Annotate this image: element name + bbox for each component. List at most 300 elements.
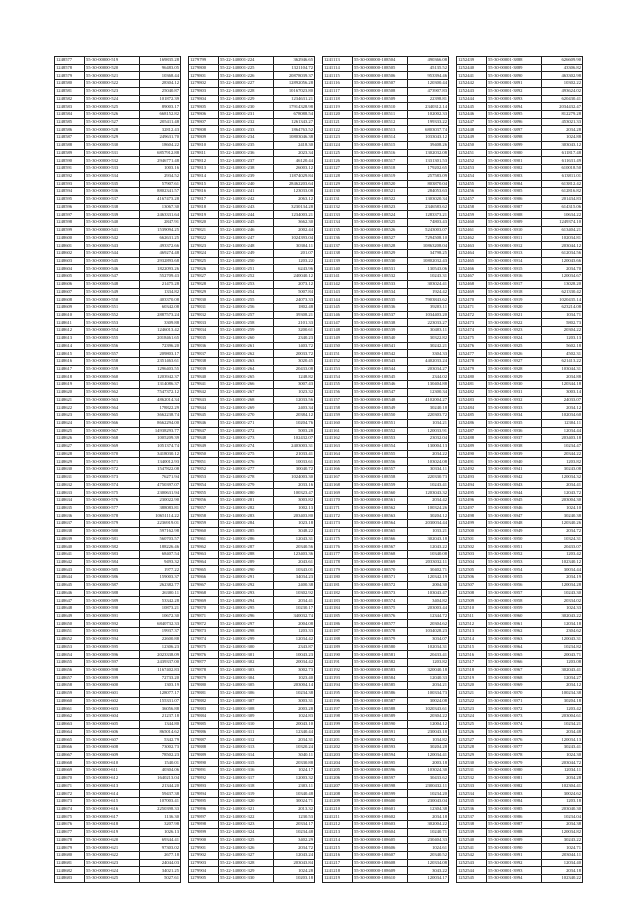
record-id: 1248581 <box>55 87 85 95</box>
record-id: 1279900 <box>189 836 219 844</box>
record-id: 1279821 <box>189 226 219 234</box>
table-row <box>323 489 449 497</box>
amount-value: 388083.81 <box>140 504 181 512</box>
amount-value: 1020435.14 <box>542 296 583 304</box>
account-code: 55-22-140001-262 <box>219 350 274 358</box>
amount-value: 203003.44 <box>408 605 449 613</box>
record-id: 1241219 <box>323 875 353 883</box>
account-code: 55-30-000000-108540 <box>353 334 408 342</box>
table-row <box>323 188 449 196</box>
account-code: 55-22-140001-314 <box>219 751 274 759</box>
account-code: 55-22-140001-291 <box>219 574 274 582</box>
amount-value: 2463331.64 <box>140 211 181 219</box>
table-row <box>55 365 181 373</box>
record-id: 1248658 <box>55 682 85 690</box>
amount-value: 10873.21 <box>140 605 181 613</box>
record-id: 1279862 <box>189 543 219 551</box>
record-id: 1248644 <box>55 574 85 582</box>
table-row <box>323 859 449 867</box>
table-row <box>189 412 315 420</box>
account-code: 55-30-00000-552 <box>85 311 140 319</box>
amount-value: 1640213.04 <box>140 774 181 782</box>
amount-value: 4402033.24 <box>408 358 449 366</box>
account-code: 55-22-140001-308 <box>219 705 274 713</box>
amount-value: 2034.41 <box>274 597 315 605</box>
account-code: 55-22-140001-293 <box>219 589 274 597</box>
record-id: 1248664 <box>55 728 85 736</box>
record-id: 1241113 <box>323 57 353 65</box>
amount-value: 1261343.27 <box>274 118 315 126</box>
amount-value: 155331.07 <box>140 697 181 705</box>
record-id: 1252474 <box>457 327 487 335</box>
table-row <box>55 404 181 412</box>
table-row <box>189 751 315 759</box>
table-row <box>189 342 315 350</box>
table-row <box>457 358 583 366</box>
table-row <box>55 674 181 682</box>
account-code: 55-22-140001-250 <box>219 257 274 265</box>
record-id: 1241196 <box>323 697 353 705</box>
account-code: 55-22-140001-283 <box>219 512 274 520</box>
account-code: 55-30-00001-3918 <box>487 288 542 296</box>
table-row <box>323 844 449 852</box>
account-code: 55-30-00001-3988 <box>487 828 542 836</box>
record-id: 1241162 <box>323 435 353 443</box>
account-code: 55-22-140001-327 <box>219 852 274 860</box>
table-row <box>457 574 583 582</box>
amount-value: 28462203.64 <box>274 180 315 188</box>
table-row <box>457 852 583 860</box>
account-code: 55-30-000000-108571 <box>353 574 408 582</box>
account-code: 55-30-000000-108531 <box>353 265 408 273</box>
amount-value: 2034.88 <box>542 373 583 381</box>
table-row <box>189 111 315 119</box>
amount-value: 6840732.33 <box>140 620 181 628</box>
table-row <box>189 188 315 196</box>
amount-value: 2946771.48 <box>140 157 181 165</box>
record-id: 1252510 <box>457 605 487 613</box>
record-id: 1241158 <box>323 404 353 412</box>
account-code: 55-22-140001-253 <box>219 280 274 288</box>
table-row <box>55 643 181 651</box>
amount-value: 2344.02 <box>408 373 449 381</box>
table-row <box>55 242 181 250</box>
account-code: 55-30-00000-551 <box>85 304 140 312</box>
account-code: 55-30-000000-108576 <box>353 612 408 620</box>
account-code: 55-30-00001-3924 <box>487 334 542 342</box>
account-code: 55-30-000000-108506 <box>353 72 408 80</box>
record-id: 1279885 <box>189 720 219 728</box>
account-code: 55-22-140001-280 <box>219 489 274 497</box>
record-id: 1248679 <box>55 844 85 852</box>
amount-value: 3662238.74 <box>140 412 181 420</box>
account-code: 55-30-000000-108521 <box>353 188 408 196</box>
record-id: 1279830 <box>189 296 219 304</box>
table-row <box>323 635 449 643</box>
record-id: 1248655 <box>55 659 85 667</box>
account-code: 55-30-000000-108504 <box>353 57 408 65</box>
account-code: 55-30-00000-624 <box>85 867 140 875</box>
table-row <box>55 273 181 281</box>
amount-value: 2033.16 <box>274 481 315 489</box>
table-row <box>457 659 583 667</box>
table-row <box>457 689 583 697</box>
amount-value: 120034.82 <box>542 828 583 836</box>
amount-value: 2847.91 <box>140 219 181 227</box>
record-id: 1248628 <box>55 450 85 458</box>
amount-value: 2236919.01 <box>140 520 181 528</box>
table-row <box>323 689 449 697</box>
account-code: 55-22-140001-328 <box>219 859 274 867</box>
table-row <box>457 620 583 628</box>
record-id: 1241188 <box>323 635 353 643</box>
record-id: 1241194 <box>323 682 353 690</box>
amount-value: 626609.90 <box>542 57 583 65</box>
amount-value: 2034432.47 <box>542 103 583 111</box>
account-code: 55-30-00001-3925 <box>487 342 542 350</box>
amount-value: 403370.08 <box>140 296 181 304</box>
table-row <box>323 496 449 504</box>
amount-value: 53342.28 <box>140 597 181 605</box>
account-code: 55-30-00001-3920 <box>487 304 542 312</box>
table-row <box>55 736 181 744</box>
account-code: 55-30-00001-3904 <box>487 180 542 188</box>
account-code: 55-30-000000-108545 <box>353 373 408 381</box>
account-code: 55-30-00000-622 <box>85 852 140 860</box>
record-id: 1241137 <box>323 242 353 250</box>
amount-value: 12034.44 <box>542 427 583 435</box>
table-row <box>457 635 583 643</box>
record-id: 1279849 <box>189 442 219 450</box>
record-id: 1248606 <box>55 280 85 288</box>
account-code: 55-30-00001-3973 <box>487 713 542 721</box>
account-code: 55-30-00001-3976 <box>487 736 542 744</box>
account-code: 55-22-140001-285 <box>219 527 274 535</box>
table-row <box>323 234 449 242</box>
record-id: 1279816 <box>189 188 219 196</box>
table-row <box>55 689 181 697</box>
record-id: 1241121 <box>323 118 353 126</box>
amount-value: 120034.17 <box>408 875 449 883</box>
amount-value: 1034028.23 <box>408 628 449 636</box>
amount-value: 473907.83 <box>408 87 449 95</box>
amount-value: 2439337.00 <box>140 659 181 667</box>
amount-value: 20043.71 <box>542 651 583 659</box>
table-row <box>55 288 181 296</box>
account-code: 55-22-140001-230 <box>219 103 274 111</box>
record-id: 1252469 <box>457 288 487 296</box>
account-code: 55-30-00001-3940 <box>487 458 542 466</box>
record-id: 1241157 <box>323 396 353 404</box>
amount-value: 2013.32 <box>274 805 315 813</box>
account-code: 55-22-140001-296 <box>219 612 274 620</box>
record-id: 1241118 <box>323 95 353 103</box>
record-id: 1248667 <box>55 751 85 759</box>
account-code: 55-30-00000-543 <box>85 242 140 250</box>
account-code: 55-30-00001-3960 <box>487 612 542 620</box>
account-code: 55-30-00000-570 <box>85 450 140 458</box>
amount-value: 302043.41 <box>542 666 583 674</box>
amount-value: 953394.46 <box>408 72 449 80</box>
record-id: 1241141 <box>323 273 353 281</box>
record-id: 1241164 <box>323 450 353 458</box>
amount-value: 1024.17 <box>274 767 315 775</box>
account-code: 55-30-00000-549 <box>85 288 140 296</box>
record-id: 1248640 <box>55 543 85 551</box>
record-id: 1279886 <box>189 728 219 736</box>
record-id: 1279835 <box>189 334 219 342</box>
record-id: 1279826 <box>189 265 219 273</box>
account-code: 55-30-00000-568 <box>85 435 140 443</box>
amount-value: 620430.41 <box>542 95 583 103</box>
table-row <box>189 859 315 867</box>
account-code: 55-22-140001-301 <box>219 651 274 659</box>
record-id: 1248676 <box>55 821 85 829</box>
table-row <box>55 87 181 95</box>
record-id: 1252536 <box>457 805 487 813</box>
record-id: 1248626 <box>55 435 85 443</box>
record-id: 1248590 <box>55 157 85 165</box>
account-code: 55-30-000000-108534 <box>353 288 408 296</box>
amount-value: 230404.33 <box>408 836 449 844</box>
account-code: 55-30-000000-108593 <box>353 743 408 751</box>
amount-value: 3200.61 <box>274 327 315 335</box>
amount-value: 2034.18 <box>408 813 449 821</box>
record-id: 1252521 <box>457 689 487 697</box>
amount-value: 2034.22 <box>408 450 449 458</box>
amount-value: 611817.48 <box>542 149 583 157</box>
amount-value: 10634.22 <box>542 211 583 219</box>
table-row <box>323 751 449 759</box>
record-id: 1252487 <box>457 427 487 435</box>
table-row <box>189 821 315 829</box>
table-row <box>189 867 315 875</box>
amount-value: 2004.30 <box>408 581 449 589</box>
table-row <box>457 767 583 775</box>
record-id: 1279804 <box>189 95 219 103</box>
amount-value: 1334.82 <box>140 288 181 296</box>
table-row <box>55 535 181 543</box>
account-code: 55-22-140001-236 <box>219 149 274 157</box>
record-id: 1252439 <box>457 57 487 65</box>
amount-value: 2887573.24 <box>140 311 181 319</box>
record-id: 1248635 <box>55 504 85 512</box>
record-id: 1279807 <box>189 118 219 126</box>
table-row <box>323 875 449 883</box>
record-id: 1248589 <box>55 149 85 157</box>
account-code: 55-30-00001-3952 <box>487 551 542 559</box>
table-row <box>457 381 583 389</box>
table-row <box>189 774 315 782</box>
table-row <box>457 867 583 875</box>
amount-value: 1024.28 <box>274 867 315 875</box>
table-row <box>457 828 583 836</box>
amount-value: 12034.11 <box>542 767 583 775</box>
account-code: 55-30-00001-3953 <box>487 558 542 566</box>
record-id: 1241138 <box>323 249 353 257</box>
account-code: 55-22-140001-226 <box>219 72 274 80</box>
amount-value: 3662.30 <box>274 219 315 227</box>
amount-value: 2063.12 <box>274 195 315 203</box>
amount-value: 20034.42 <box>274 659 315 667</box>
amount-value: 69344.41 <box>140 836 181 844</box>
amount-value: 4502.31 <box>542 350 583 358</box>
amount-value: 10043.23 <box>274 651 315 659</box>
amount-value: 2250398.33 <box>140 805 181 813</box>
amount-value: 12043.22 <box>408 543 449 551</box>
record-id: 1248604 <box>55 265 85 273</box>
table-row <box>323 257 449 265</box>
amount-value: 1023.18 <box>274 520 315 528</box>
amount-value: 8662294.00 <box>140 419 181 427</box>
table-row <box>457 774 583 782</box>
amount-value: 120340.26 <box>542 520 583 528</box>
record-id: 1248627 <box>55 442 85 450</box>
account-code: 55-30-000000-108609 <box>353 867 408 875</box>
account-code: 55-30-00001-3974 <box>487 720 542 728</box>
record-id: 1241177 <box>323 551 353 559</box>
account-code: 55-22-140001-274 <box>219 442 274 450</box>
record-id: 1241122 <box>323 126 353 134</box>
account-code: 55-30-00001-3984 <box>487 798 542 806</box>
amount-value: 7294508.10 <box>408 234 449 242</box>
amount-value: 102340.22 <box>542 875 583 883</box>
record-id: 1279880 <box>189 682 219 690</box>
amount-value: 1331301.53 <box>408 157 449 165</box>
table-row <box>55 828 181 836</box>
table-row <box>189 242 315 250</box>
amount-value: 36056.88 <box>140 705 181 713</box>
record-id: 1252492 <box>457 466 487 474</box>
amount-value: 20433.07 <box>542 543 583 551</box>
record-id: 1279892 <box>189 774 219 782</box>
account-code: 55-30-00000-534 <box>85 172 140 180</box>
table-row <box>457 697 583 705</box>
amount-value: 205411.48 <box>140 118 181 126</box>
account-code: 55-22-140001-323 <box>219 821 274 829</box>
table-row <box>189 311 315 319</box>
record-id: 1279813 <box>189 165 219 173</box>
amount-value: 25040.87 <box>140 87 181 95</box>
table-row <box>323 103 449 111</box>
record-id: 1248643 <box>55 566 85 574</box>
record-id: 1252517 <box>457 659 487 667</box>
ledger-table-3 <box>322 56 449 883</box>
account-code: 55-30-00000-580 <box>85 527 140 535</box>
account-code: 55-22-140001-235 <box>219 141 274 149</box>
amount-value: 1248.82 <box>274 373 315 381</box>
table-row <box>55 141 181 149</box>
account-code: 55-30-00001-3989 <box>487 836 542 844</box>
account-code: 55-30-00000-560 <box>85 373 140 381</box>
record-id: 1279858 <box>189 512 219 520</box>
amount-value: 249631.70 <box>140 134 181 142</box>
table-row <box>323 419 449 427</box>
record-id: 1252503 <box>457 551 487 559</box>
record-id: 1248633 <box>55 489 85 497</box>
amount-value: 1003.16 <box>140 165 181 173</box>
record-id: 1241132 <box>323 203 353 211</box>
record-id: 1279820 <box>189 219 219 227</box>
table-row <box>323 473 449 481</box>
account-code: 55-30-00001-3900 <box>487 149 542 157</box>
account-code: 55-30-00001-3971 <box>487 697 542 705</box>
record-id: 1279810 <box>189 141 219 149</box>
amount-value: 3007.43 <box>274 381 315 389</box>
amount-value: 3034.07 <box>408 635 449 643</box>
table-row <box>323 80 449 88</box>
record-id: 1252498 <box>457 512 487 520</box>
amount-value: 1034.82 <box>408 736 449 744</box>
record-id: 1248619 <box>55 381 85 389</box>
amount-value: 68407.54 <box>140 551 181 559</box>
table-row <box>323 527 449 535</box>
amount-value: 46120.44 <box>274 157 315 165</box>
amount-value: 493624.02 <box>542 87 583 95</box>
account-code: 55-30-00000-590 <box>85 605 140 613</box>
amount-value: 21344.20 <box>140 782 181 790</box>
account-code: 55-30-00000-596 <box>85 651 140 659</box>
amount-value: 1051374.74 <box>140 442 181 450</box>
amount-value: 303024.41 <box>408 280 449 288</box>
record-id: 1248585 <box>55 118 85 126</box>
account-code: 55-30-000000-108568 <box>353 551 408 559</box>
table-row <box>323 226 449 234</box>
amount-value: 30204.18 <box>542 697 583 705</box>
record-id: 1241126 <box>323 157 353 165</box>
table-row <box>189 674 315 682</box>
account-code: 55-30-00000-530 <box>85 141 140 149</box>
table-row <box>189 473 315 481</box>
record-id: 1248582 <box>55 95 85 103</box>
record-id: 1248596 <box>55 203 85 211</box>
amount-value: 2340312.14 <box>408 103 449 111</box>
account-code: 55-30-00000-600 <box>85 682 140 690</box>
record-id: 1241155 <box>323 381 353 389</box>
record-id: 1279870 <box>189 605 219 613</box>
amount-value: 1230.53 <box>274 813 315 821</box>
amount-value: 2934.52 <box>140 172 181 180</box>
account-code: 55-22-140001-272 <box>219 427 274 435</box>
account-code: 55-30-00000-611 <box>85 767 140 775</box>
record-id: 1252529 <box>457 751 487 759</box>
account-code: 55-22-140001-246 <box>219 226 274 234</box>
amount-value: 2034.72 <box>542 527 583 535</box>
record-id: 1241117 <box>323 87 353 95</box>
record-id: 1279814 <box>189 172 219 180</box>
account-code: 55-30-00000-567 <box>85 427 140 435</box>
account-code: 55-30-000000-108513 <box>353 126 408 134</box>
table-row <box>457 134 583 142</box>
record-id: 1241174 <box>323 527 353 535</box>
record-id: 1248601 <box>55 242 85 250</box>
table-row <box>323 111 449 119</box>
account-code: 55-30-00000-577 <box>85 504 140 512</box>
account-code: 55-22-140001-282 <box>219 504 274 512</box>
record-id: 1248630 <box>55 466 85 474</box>
table-row <box>457 450 583 458</box>
table-row <box>457 350 583 358</box>
record-id: 1248671 <box>55 782 85 790</box>
amount-value: 220303.72 <box>408 412 449 420</box>
table-row <box>55 558 181 566</box>
amount-value: 12043.72 <box>542 489 583 497</box>
amount-value: 12033.56 <box>274 396 315 404</box>
record-id: 1279894 <box>189 790 219 798</box>
amount-value: 1024.88 <box>542 134 583 142</box>
account-code: 55-30-00000-605 <box>85 720 140 728</box>
record-id: 1248662 <box>55 713 85 721</box>
